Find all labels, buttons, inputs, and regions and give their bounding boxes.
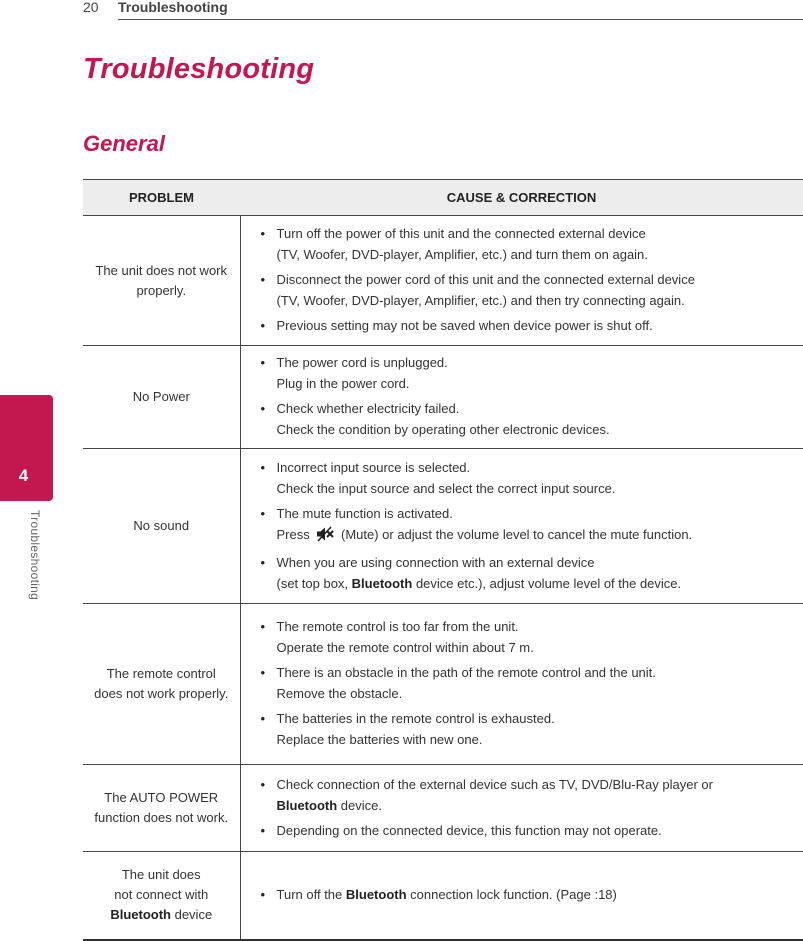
chapter-number: 4 [18,466,29,485]
cause-cell [240,346,803,449]
troubleshooting-table [83,179,803,941]
cause-list [261,884,796,905]
cause-cell [240,852,803,940]
cause-text: • When you are using connection with an external device [276,554,595,570]
bluetooth-term: Bluetooth [351,575,413,591]
cause-text: • The mute function is activated. [276,505,453,521]
cause-list [261,774,796,841]
cause-item [261,708,796,750]
table-row [83,216,803,346]
problem-text: not connect with [114,887,209,903]
cause-item [261,352,796,394]
cause-item [261,774,796,816]
cause-text: • The batteries in the remote control is exhausted. [276,711,555,726]
correction-text: Remove the obstacle. [276,686,403,701]
cause-item [261,820,796,841]
cause-list [261,616,796,750]
problem-text-tail: device [174,907,213,923]
table-row [83,765,803,852]
cause-text: • Check whether electricity failed. [276,401,460,416]
bluetooth-term: Bluetooth [345,886,407,902]
cause-text: • The power cord is unplugged. [276,355,448,370]
correction-text-post: device. [340,797,382,813]
problem-cell: The unit does not work properly. [83,216,240,346]
cause-text: • Disconnect the power cord of this unit and the connected external device [276,272,695,287]
correction-text: Plug in the power cord. [276,376,410,391]
column-header-problem: PROBLEM [83,180,240,216]
correction-text [277,795,796,816]
column-header-cause: CAUSE & CORRECTION [240,180,803,216]
cause-item [261,552,796,594]
problem-cell [83,852,240,940]
cause-list [261,352,796,440]
problem-text [93,905,230,925]
problem-text: The unit does [121,867,201,883]
section-title: General [83,131,165,156]
cause-list [261,457,796,594]
correction-text [277,573,796,594]
page-number: 20 [83,0,99,15]
cause-item [261,884,796,905]
correction-text: Check the input source and select the correct input source. [276,480,616,496]
correction-text: (TV, Woofer, DVD-player, Amplifier, etc.) and turn them on again. [276,247,648,262]
problem-cell: No Power [83,346,240,449]
correction-text: Check the condition by operating other electronic devices. [276,422,610,437]
cause-item [261,616,796,658]
table-row [83,346,803,449]
correction-text-pre: (set top box, [276,575,349,591]
bluetooth-term: Bluetooth [276,797,338,813]
cause-text: • Turn off the power of this unit and the connected external device [276,226,646,241]
cause-item [261,398,796,440]
table-row [83,852,803,940]
correction-text [277,524,796,548]
correction-text-post: device etc.), adjust volume level of the device. [415,575,682,591]
cause-cell [240,604,803,765]
cause-text: • Depending on the connected device, this function may not operate. [276,822,662,838]
problem-cell: No sound [83,449,240,604]
cause-text: • Incorrect input source is selected. [276,459,471,475]
chapter-label: Troubleshooting [28,510,42,601]
cause-text: • The remote control is too far from the unit. [276,619,519,634]
correction-text-pre: Press [276,526,310,542]
correction-text: Replace the batteries with new one. [276,732,483,747]
cause-cell [240,216,803,346]
problem-cell: The AUTO POWER function does not work. [83,765,240,852]
bluetooth-term: Bluetooth [110,907,171,923]
cause-text-pre: Turn off the [276,886,343,902]
page-title: Troubleshooting [83,53,315,85]
cause-cell [240,449,803,604]
cause-text: • There is an obstacle in the path of the remote control and the unit. [276,665,656,680]
cause-text-post: connection lock function. (Page :18) [410,886,617,902]
cause-item [261,269,796,311]
mute-icon [316,526,334,548]
cause-item [261,662,796,704]
cause-text: • Check connection of the external device such as TV, DVD/Blu-Ray player or [276,776,713,792]
problem-cell: The remote control does not work properly. [83,604,240,765]
cause-item [261,223,796,265]
running-header: Troubleshooting [118,0,228,15]
cause-list [261,223,796,336]
table-header-row [83,180,803,216]
cause-text: • Previous setting may not be saved when device power is shut off. [276,318,653,333]
table-row [83,604,803,765]
cause-cell [240,765,803,852]
correction-text: Operate the remote control within about 7 m. [276,640,534,655]
cause-item [261,503,796,548]
correction-text-post: (Mute) or adjust the volume level to cancel the mute function. [340,526,693,542]
header-rule [118,19,803,20]
table-row [83,449,803,604]
cause-item [261,457,796,499]
correction-text: (TV, Woofer, DVD-player, Amplifier, etc.) and then try connecting again. [276,293,685,308]
cause-item [261,315,796,336]
